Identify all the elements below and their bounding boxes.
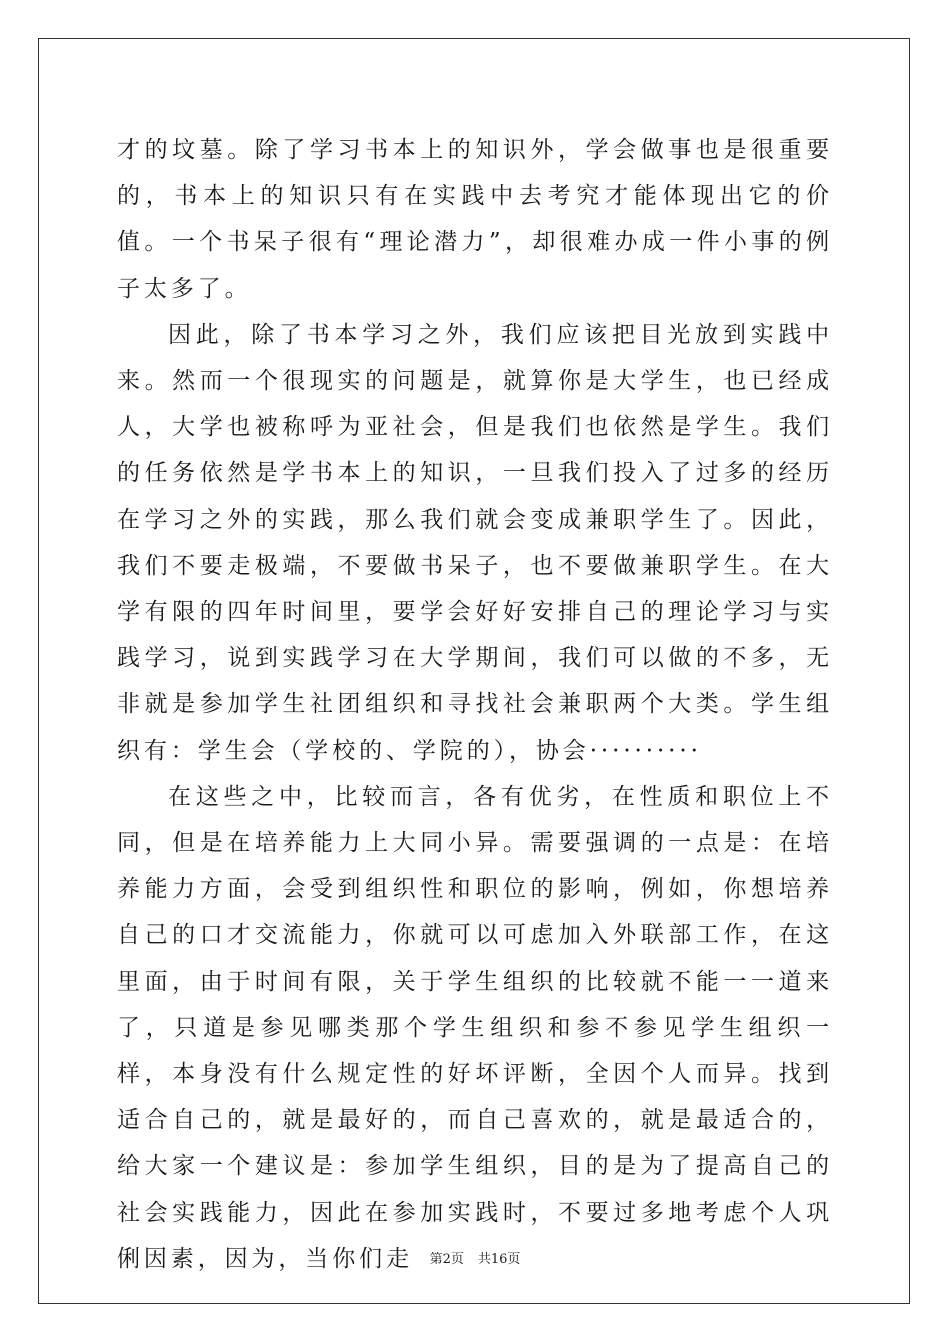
paragraph-2: 因此，除了书本学习之外，我们应该把目光放到实践中来。然而一个很现实的问题是，就算你是大学生，也已经成人，大学也被称呼为亚社会，但是我们也依然是学生。我们的任务依然是学书本上的知识，一旦我们投入了过多的经历在学习之外的实践，那么我们就会变成兼职学生了。因此，我们不要走极端，不要做书呆子，也不要做兼职学生。在大学有限的四年时间里，要学会好好安排自己的理论学习与实践学习，说到实践学习在大学期间，我们可以做的不多，无非就是参加学生社团组织和寻找社会兼职两个大类。学生组织有：学生会（学校的、学院的），协会·········· (117, 321, 833, 764)
page-total: 共16页 (477, 1252, 521, 1267)
paragraph-3: 在这些之中，比较而言，各有优劣，在性质和职位上不同，但是在培养能力上大同小异。需要强调的一点是：在培养能力方面，会受到组织性和职位的影响，例如，你想培养自己的口才交流能力，你就可以可虑加入外联部工作，在这里面，由于时间有限，关于学生组织的比较就不能一一道来了，只道是参见哪类那个学生组织和参不参见学生组织一样，本身没有什么规定性的好坏评断，全因个人而异。找到适合自己的，就是最好的，而自己喜欢的，就是最适合的，给大家一个建议是：参加学生组织，目的是为了提高自己的社会实践能力，因此在参加实践时，不要过多地考虑个人巩俐因素，因为，当你们走 (117, 783, 833, 1272)
page-number: 第2页 (429, 1252, 464, 1267)
document-body (117, 127, 833, 1282)
page-footer (0, 1248, 950, 1267)
paragraph-1: 才的坟墓。除了学习书本上的知识外，学会做事也是很重要的，书本上的知识只有在实践中去考究才能体现出它的价值。一个书呆子很有“理论潜力”，却很难办成一件小事的例子太多了。 (117, 137, 833, 302)
